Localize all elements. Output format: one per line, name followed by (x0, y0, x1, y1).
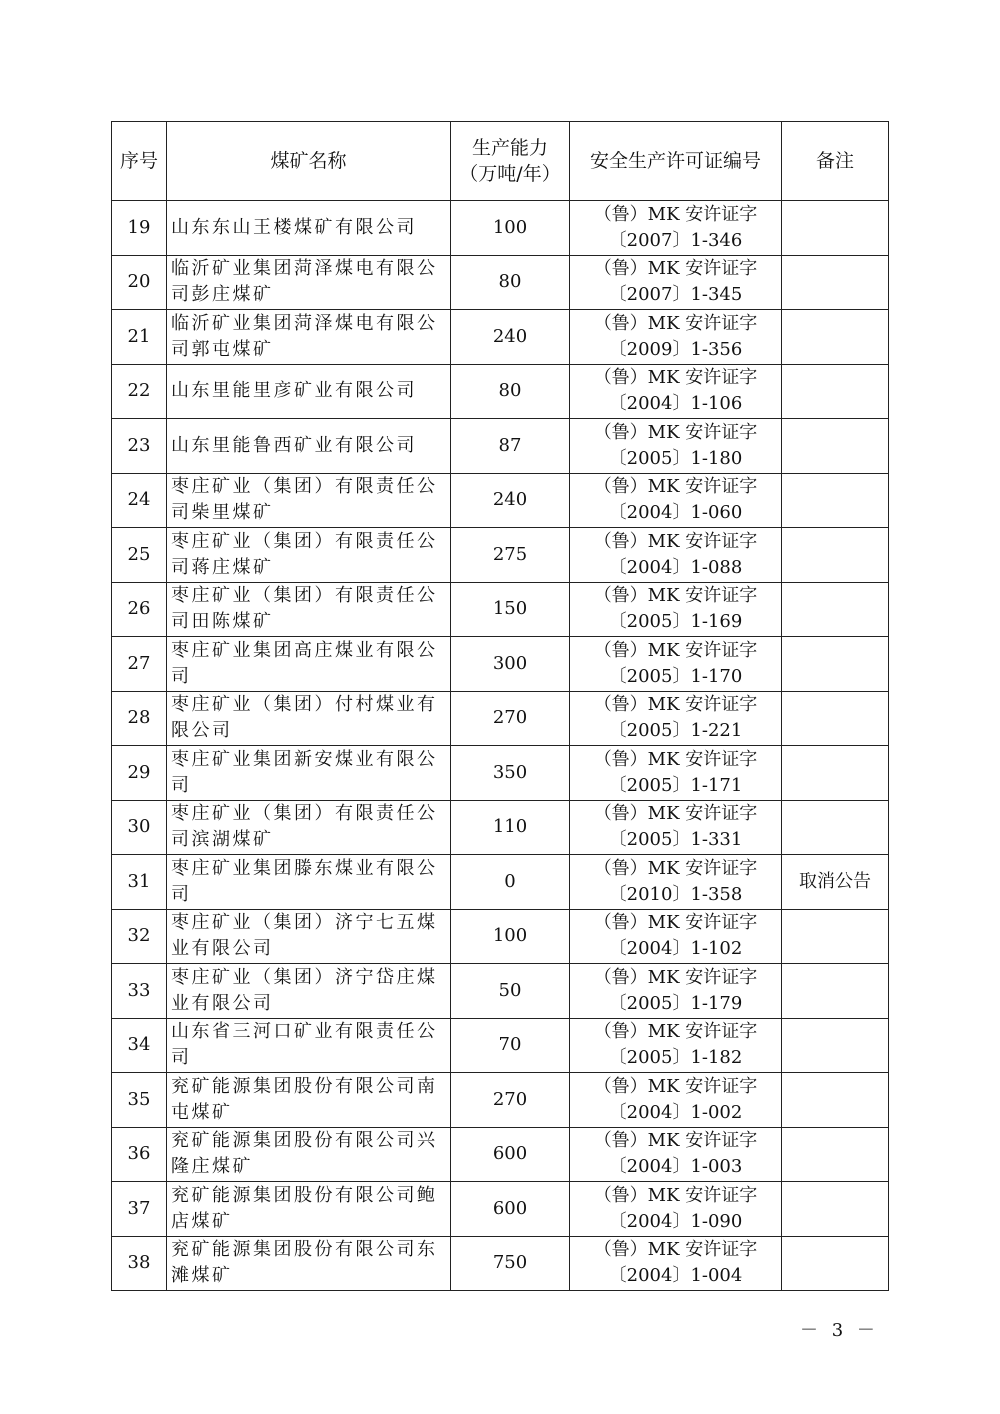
production-capacity: 240 (451, 310, 570, 365)
table-row (112, 255, 889, 310)
remark (782, 1182, 889, 1237)
mine-name: 兖矿能源集团股份有限公司兴隆庄煤矿 (167, 1127, 451, 1182)
remark (782, 255, 889, 310)
table-row (112, 364, 889, 419)
license-number (570, 1127, 782, 1182)
production-capacity: 270 (451, 1073, 570, 1128)
table-row (112, 419, 889, 474)
remark (782, 637, 889, 692)
license-number (570, 1018, 782, 1073)
mine-name: 兖矿能源集团股份有限公司东滩煤矿 (167, 1236, 451, 1291)
production-capacity: 300 (451, 637, 570, 692)
license-prefix: （鲁）MK 安许证字 (593, 912, 758, 934)
remark (782, 201, 889, 256)
table-body (112, 201, 889, 1291)
production-capacity: 270 (451, 691, 570, 746)
table-row (112, 800, 889, 855)
license-number (570, 800, 782, 855)
row-number: 35 (112, 1073, 167, 1128)
page-number: － 3 － (800, 1320, 879, 1341)
license-number (570, 528, 782, 583)
mine-name: 枣庄矿业（集团）有限责任公司滨湖煤矿 (167, 800, 451, 855)
license-prefix: （鲁）MK 安许证字 (593, 312, 758, 334)
license-prefix: （鲁）MK 安许证字 (593, 1075, 758, 1097)
mine-name: 临沂矿业集团菏泽煤电有限公司彭庄煤矿 (167, 255, 451, 310)
license-code: 〔2004〕1-004 (608, 1265, 743, 1287)
remark (782, 1073, 889, 1128)
license-prefix: （鲁）MK 安许证字 (593, 966, 758, 988)
table-row (112, 691, 889, 746)
production-capacity: 600 (451, 1182, 570, 1237)
remark (782, 964, 889, 1019)
license-number (570, 473, 782, 528)
table-row (112, 582, 889, 637)
production-capacity: 87 (451, 419, 570, 474)
license-prefix: （鲁）MK 安许证字 (593, 857, 758, 879)
production-capacity: 50 (451, 964, 570, 1019)
header-capacity (451, 122, 570, 201)
table-row (112, 473, 889, 528)
license-code: 〔2004〕1-090 (608, 1210, 743, 1232)
row-number: 32 (112, 909, 167, 964)
license-number (570, 255, 782, 310)
production-capacity: 0 (451, 855, 570, 910)
license-code: 〔2004〕1-060 (608, 502, 743, 524)
header-license: 安全生产许可证编号 (570, 122, 782, 201)
mine-name: 枣庄矿业集团滕东煤业有限公司 (167, 855, 451, 910)
row-number: 19 (112, 201, 167, 256)
remark (782, 1018, 889, 1073)
license-code: 〔2005〕1-221 (608, 720, 743, 742)
license-prefix: （鲁）MK 安许证字 (593, 421, 758, 443)
production-capacity: 70 (451, 1018, 570, 1073)
mine-name: 枣庄矿业（集团）济宁七五煤业有限公司 (167, 909, 451, 964)
license-number (570, 746, 782, 801)
mine-name: 枣庄矿业（集团）有限责任公司蒋庄煤矿 (167, 528, 451, 583)
remark (782, 473, 889, 528)
license-code: 〔2005〕1-180 (608, 447, 743, 469)
mine-name: 临沂矿业集团菏泽煤电有限公司郭屯煤矿 (167, 310, 451, 365)
license-code: 〔2005〕1-182 (608, 1047, 743, 1069)
production-capacity: 275 (451, 528, 570, 583)
production-capacity: 100 (451, 909, 570, 964)
row-number: 29 (112, 746, 167, 801)
license-number (570, 1236, 782, 1291)
license-prefix: （鲁）MK 安许证字 (593, 258, 758, 280)
row-number: 22 (112, 364, 167, 419)
license-code: 〔2004〕1-003 (608, 1156, 743, 1178)
mine-name: 山东里能鲁西矿业有限公司 (167, 419, 451, 474)
table-row (112, 964, 889, 1019)
remark (782, 909, 889, 964)
row-number: 33 (112, 964, 167, 1019)
table-row (112, 310, 889, 365)
table-row (112, 528, 889, 583)
row-number: 23 (112, 419, 167, 474)
remark (782, 582, 889, 637)
license-number (570, 855, 782, 910)
mine-name: 枣庄矿业（集团）有限责任公司田陈煤矿 (167, 582, 451, 637)
license-code: 〔2004〕1-002 (608, 1101, 743, 1123)
license-prefix: （鲁）MK 安许证字 (593, 367, 758, 389)
production-capacity: 80 (451, 255, 570, 310)
table-row (112, 1018, 889, 1073)
row-number: 38 (112, 1236, 167, 1291)
production-capacity: 240 (451, 473, 570, 528)
license-code: 〔2005〕1-170 (608, 665, 743, 687)
license-prefix: （鲁）MK 安许证字 (593, 803, 758, 825)
license-prefix: （鲁）MK 安许证字 (593, 1021, 758, 1043)
row-number: 20 (112, 255, 167, 310)
license-number (570, 909, 782, 964)
table-row (112, 855, 889, 910)
table-row (112, 909, 889, 964)
production-capacity: 100 (451, 201, 570, 256)
header-remark: 备注 (782, 122, 889, 201)
row-number: 24 (112, 473, 167, 528)
header-capacity-line2: （万吨/年） (459, 163, 561, 185)
table-row (112, 201, 889, 256)
license-code: 〔2004〕1-088 (608, 556, 743, 578)
license-code: 〔2005〕1-331 (608, 829, 743, 851)
license-prefix: （鲁）MK 安许证字 (593, 476, 758, 498)
row-number: 28 (112, 691, 167, 746)
mine-name: 枣庄矿业集团高庄煤业有限公司 (167, 637, 451, 692)
mine-name: 枣庄矿业（集团）有限责任公司柴里煤矿 (167, 473, 451, 528)
remark (782, 746, 889, 801)
header-name: 煤矿名称 (167, 122, 451, 201)
production-capacity: 350 (451, 746, 570, 801)
table-row (112, 746, 889, 801)
table-row (112, 1182, 889, 1237)
license-code: 〔2004〕1-106 (608, 393, 743, 415)
table-row (112, 1236, 889, 1291)
remark (782, 528, 889, 583)
table-row (112, 637, 889, 692)
header-no: 序号 (112, 122, 167, 201)
license-number (570, 691, 782, 746)
remark: 取消公告 (782, 855, 889, 910)
license-prefix: （鲁）MK 安许证字 (593, 748, 758, 770)
remark (782, 310, 889, 365)
mine-name: 山东东山王楼煤矿有限公司 (167, 201, 451, 256)
production-capacity: 80 (451, 364, 570, 419)
license-code: 〔2005〕1-171 (608, 774, 743, 796)
row-number: 26 (112, 582, 167, 637)
license-prefix: （鲁）MK 安许证字 (593, 530, 758, 552)
remark (782, 1127, 889, 1182)
row-number: 36 (112, 1127, 167, 1182)
remark (782, 419, 889, 474)
remark (782, 1236, 889, 1291)
row-number: 21 (112, 310, 167, 365)
license-number (570, 964, 782, 1019)
license-prefix: （鲁）MK 安许证字 (593, 1239, 758, 1261)
license-prefix: （鲁）MK 安许证字 (593, 1184, 758, 1206)
license-code: 〔2005〕1-179 (608, 992, 743, 1014)
license-prefix: （鲁）MK 安许证字 (593, 203, 758, 225)
row-number: 25 (112, 528, 167, 583)
mine-name: 枣庄矿业（集团）付村煤业有限公司 (167, 691, 451, 746)
license-number (570, 582, 782, 637)
mine-name: 山东省三河口矿业有限责任公司 (167, 1018, 451, 1073)
row-number: 34 (112, 1018, 167, 1073)
row-number: 31 (112, 855, 167, 910)
license-code: 〔2005〕1-169 (608, 611, 743, 633)
license-number (570, 364, 782, 419)
license-code: 〔2010〕1-358 (608, 883, 743, 905)
license-prefix: （鲁）MK 安许证字 (593, 585, 758, 607)
coal-mine-table (111, 121, 889, 1291)
header-capacity-line1: 生产能力 (471, 137, 548, 159)
mine-name: 枣庄矿业集团新安煤业有限公司 (167, 746, 451, 801)
table-row (112, 1073, 889, 1128)
mine-name: 兖矿能源集团股份有限公司鲍店煤矿 (167, 1182, 451, 1237)
mine-name: 枣庄矿业（集团）济宁岱庄煤业有限公司 (167, 964, 451, 1019)
license-prefix: （鲁）MK 安许证字 (593, 694, 758, 716)
mine-name: 山东里能里彦矿业有限公司 (167, 364, 451, 419)
license-code: 〔2007〕1-346 (608, 229, 743, 251)
production-capacity: 150 (451, 582, 570, 637)
row-number: 30 (112, 800, 167, 855)
production-capacity: 110 (451, 800, 570, 855)
production-capacity: 750 (451, 1236, 570, 1291)
license-number (570, 310, 782, 365)
license-number (570, 637, 782, 692)
table-row (112, 1127, 889, 1182)
table-header-row (112, 122, 889, 201)
row-number: 37 (112, 1182, 167, 1237)
row-number: 27 (112, 637, 167, 692)
license-prefix: （鲁）MK 安许证字 (593, 639, 758, 661)
license-code: 〔2009〕1-356 (608, 338, 743, 360)
remark (782, 364, 889, 419)
production-capacity: 600 (451, 1127, 570, 1182)
remark (782, 800, 889, 855)
license-code: 〔2007〕1-345 (608, 284, 743, 306)
license-number (570, 1182, 782, 1237)
remark (782, 691, 889, 746)
license-number (570, 201, 782, 256)
license-prefix: （鲁）MK 安许证字 (593, 1130, 758, 1152)
mine-name: 兖矿能源集团股份有限公司南屯煤矿 (167, 1073, 451, 1128)
license-code: 〔2004〕1-102 (608, 938, 743, 960)
license-number (570, 419, 782, 474)
license-number (570, 1073, 782, 1128)
